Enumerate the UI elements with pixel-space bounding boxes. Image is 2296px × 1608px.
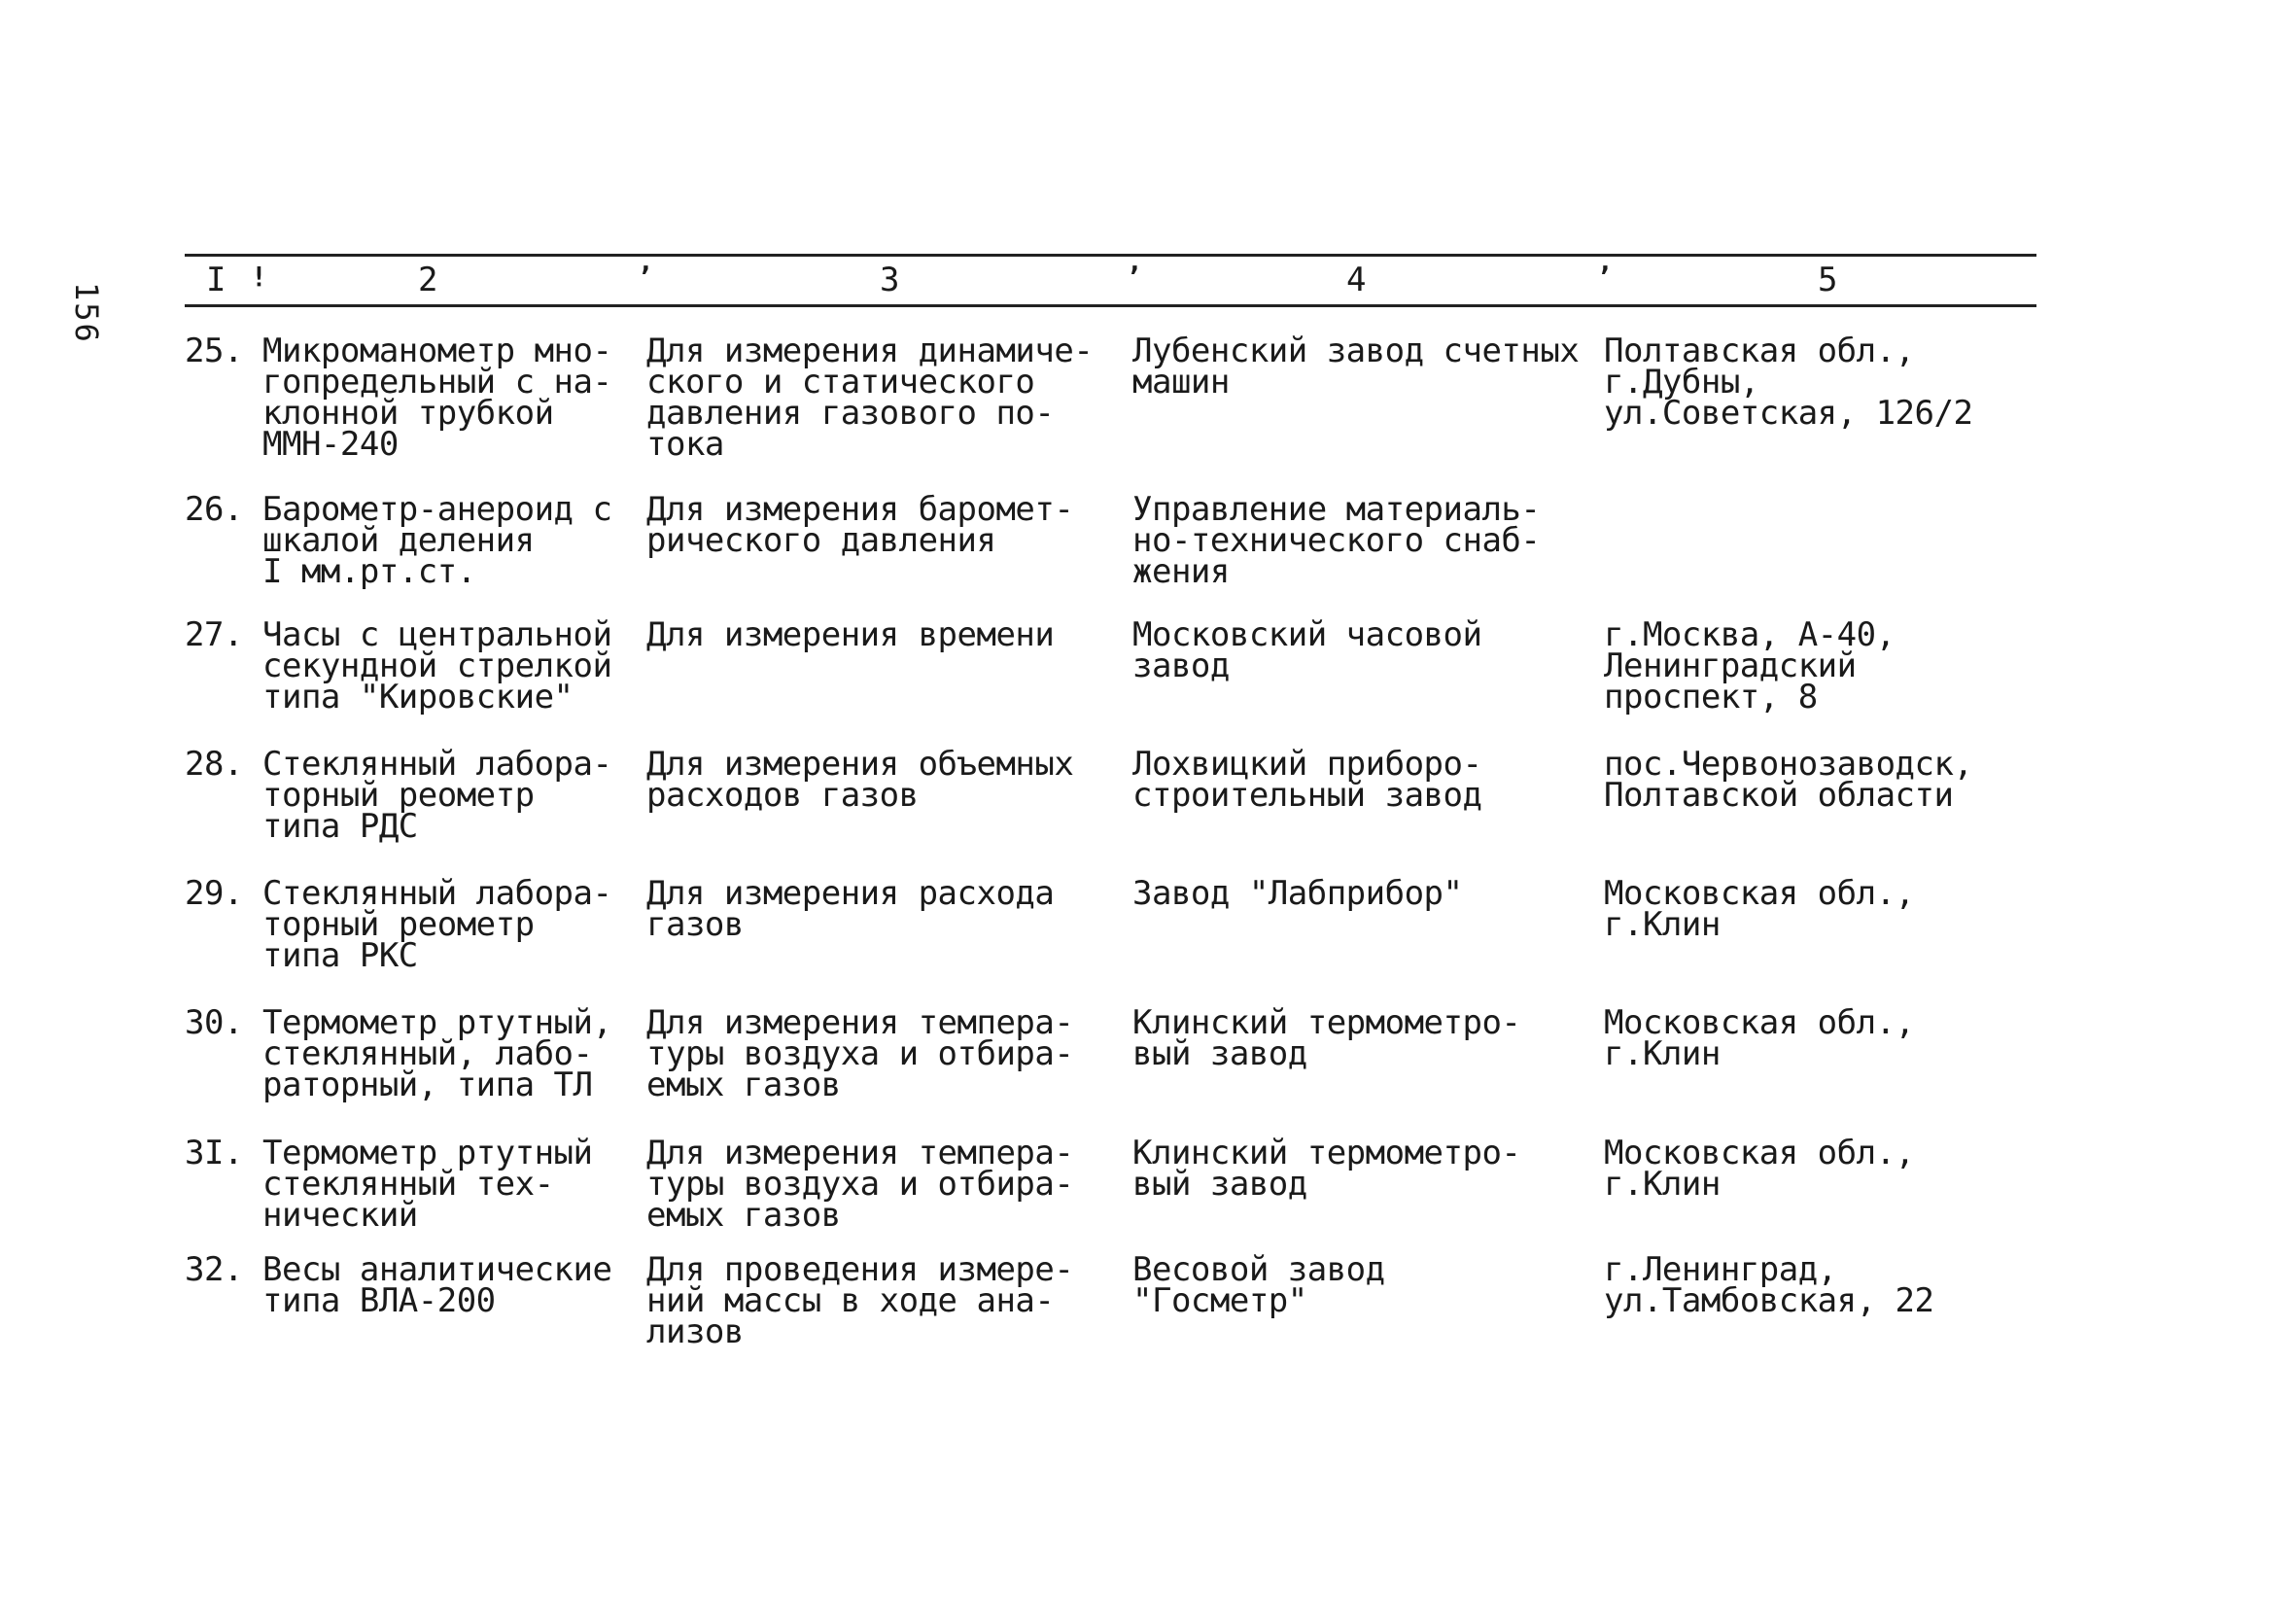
manufacturer: Московский часовой завод	[1132, 615, 1482, 685]
page-number: 156	[68, 282, 105, 344]
manufacturer: Клинский термометро- вый завод	[1132, 1134, 1521, 1204]
manufacturer-address: пос.Червонозаводск, Полтавской области	[1604, 745, 1973, 815]
instrument-name: Микроманометр мно- гопредельный с на- клонной трубкой ММН-240	[262, 332, 612, 464]
manufacturer: Клинский термометро- вый завод	[1132, 1003, 1521, 1073]
instrument-name: Стеклянный лабора- торный реометр типа РКС	[262, 874, 612, 975]
row-number: 25.	[185, 332, 243, 370]
manufacturer-address: Московская обл., г.Клин	[1604, 1134, 1915, 1204]
instrument-purpose: Для измерения баромет- рического давления	[646, 490, 1074, 560]
manufacturer: Завод "Лабприбор"	[1132, 874, 1463, 913]
row-number: 30.	[185, 1003, 243, 1042]
manufacturer-address: г.Москва, А-40, Ленинградский проспект, 8	[1604, 615, 1896, 717]
instrument-name: Барометр-анероид с шкалой деления I мм.рт.ст.	[262, 490, 612, 591]
instrument-name: Термометр ртутный, стеклянный, лабо- раторный, типа ТЛ	[262, 1003, 612, 1104]
header-col-2: 2	[418, 261, 438, 299]
header-separator-2: ʼ	[637, 261, 653, 293]
header-col-3: 3	[880, 261, 900, 299]
table-header-rule	[185, 304, 2036, 307]
manufacturer: Лубенский завод счетных машин	[1132, 332, 1580, 402]
manufacturer: Лохвицкий приборо- строительный завод	[1132, 745, 1482, 815]
header-separator-3: ʼ	[1126, 261, 1142, 293]
instrument-name: Весы аналитические типа ВЛА-200	[262, 1250, 612, 1320]
row-number: 32.	[185, 1250, 243, 1289]
instrument-purpose: Для измерения времени	[646, 615, 1055, 654]
instrument-name: Стеклянный лабора- торный реометр типа РДС	[262, 745, 612, 846]
header-col-5: 5	[1818, 261, 1838, 299]
manufacturer-address: Московская обл., г.Клин	[1604, 874, 1915, 944]
instrument-name: Часы с центральной секундной стрелкой типа "Кировские"	[262, 615, 612, 717]
row-number: 27.	[185, 615, 243, 654]
instrument-purpose: Для измерения темпера- туры воздуха и отбира- емых газов	[646, 1134, 1074, 1235]
instrument-name: Термометр ртутный стеклянный тех- нический	[262, 1134, 593, 1235]
header-separator-1: !	[251, 261, 267, 293]
row-number: 3I.	[185, 1134, 243, 1172]
instrument-purpose: Для измерения расхода газов	[646, 874, 1055, 944]
row-number: 28.	[185, 745, 243, 784]
row-number: 26.	[185, 490, 243, 529]
instrument-purpose: Для измерения динамиче- ского и статического давления газового по- тока	[646, 332, 1094, 464]
header-col-4: 4	[1346, 261, 1367, 299]
instrument-purpose: Для проведения измере- ний массы в ходе ана- лизов	[646, 1250, 1074, 1351]
table-top-rule	[185, 254, 2036, 257]
manufacturer-address: г.Ленинград, ул.Тамбовская, 22	[1604, 1250, 1934, 1320]
header-separator-4: ʼ	[1596, 261, 1613, 293]
manufacturer: Управление материаль- но-технического снаб- жения	[1132, 490, 1541, 591]
header-col-1: I	[206, 261, 226, 299]
instrument-purpose: Для измерения объемных расходов газов	[646, 745, 1074, 815]
instrument-purpose: Для измерения темпера- туры воздуха и отбира- емых газов	[646, 1003, 1074, 1104]
manufacturer: Весовой завод "Госметр"	[1132, 1250, 1385, 1320]
manufacturer-address: Полтавская обл., г.Дубны, ул.Советская, 126/2	[1604, 332, 1973, 433]
manufacturer-address: Московская обл., г.Клин	[1604, 1003, 1915, 1073]
row-number: 29.	[185, 874, 243, 913]
